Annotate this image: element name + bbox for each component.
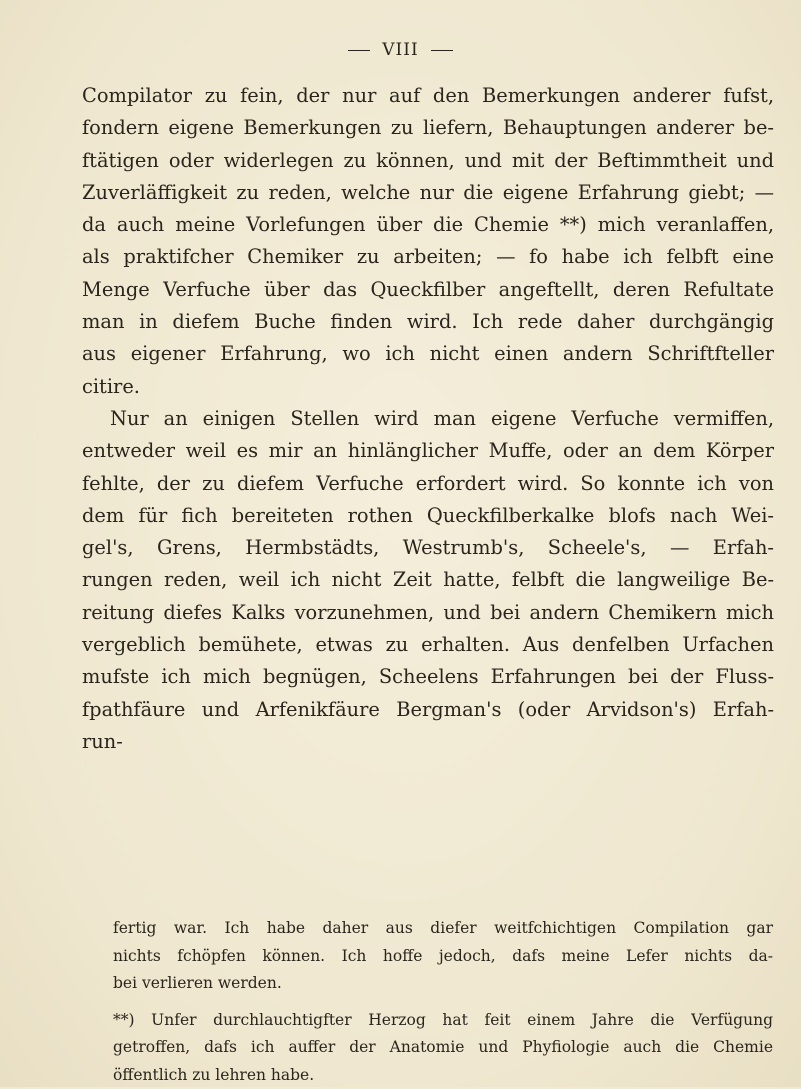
text-line: Nur an einigen Stellen wird man eigene Verfuche vermiffen, — [82, 403, 774, 435]
footnote-line: öffentlich zu lehren habe. — [113, 1062, 773, 1089]
text-line: Compilator zu fein, der nur auf den Bemerkungen anderer fufst, — [82, 80, 774, 112]
text-line: gel's, Grens, Hermbstädts, Westrumb's, Scheele's, — Erfah- — [82, 532, 774, 564]
text-line: mufste ich mich begnügen, Scheelens Erfahrungen bei der Fluss- — [82, 661, 774, 693]
page-number: VIII — [382, 40, 418, 60]
text-line: reitung diefes Kalks vorzunehmen, und bei andern Chemikern mich — [82, 597, 774, 629]
footnote-line: **) Unfer durchlauchtigfter Herzog hat feit einem Jahre die Verfügung — [113, 1007, 773, 1035]
text-line: fehlte, der zu diefem Verfuche erfordert wird. So konnte ich von — [82, 468, 774, 500]
text-line: aus eigener Erfahrung, wo ich nicht einen andern Schriftfteller — [82, 338, 774, 370]
footnotes — [113, 915, 773, 1089]
text-line: entweder weil es mir an hinlänglicher Muffe, oder an dem Körper — [82, 435, 774, 467]
text-line: vergeblich bemühete, etwas zu erhalten. Aus denfelben Urfachen — [82, 629, 774, 661]
text-line: dem für fich bereiteten rothen Queckfilberkalke blofs nach Wei- — [82, 500, 774, 532]
footnote-line: getroffen, dafs ich auffer der Anatomie und Phyfiologie auch die Chemie — [113, 1034, 773, 1062]
page-header — [0, 40, 801, 60]
footnote-line: bei verlieren werden. — [113, 970, 773, 998]
footnote-line: nichts fchöpfen können. Ich hoffe jedoch, dafs meine Lefer nichts da- — [113, 943, 773, 971]
text-line: Zuverläffigkeit zu reden, welche nur die eigene Erfahrung giebt; — — [82, 177, 774, 209]
footnote-line: fertig war. Ich habe daher aus diefer weitfchichtigen Compilation gar — [113, 915, 773, 943]
text-line: fondern eigene Bemerkungen zu liefern, Behauptungen anderer be- — [82, 112, 774, 144]
text-line: fpathfäure und Arfenikfäure Bergman's (oder Arvidson's) Erfah- — [82, 694, 774, 726]
main-text — [82, 80, 774, 758]
text-line: als praktifcher Chemiker zu arbeiten; — fo habe ich felbft eine — [82, 241, 774, 273]
text-line: ftätigen oder widerlegen zu können, und mit der Beftimmtheit und — [82, 145, 774, 177]
header-dash-right — [431, 50, 453, 51]
text-line: da auch meine Vorlefungen über die Chemie **) mich veranlaffen, — [82, 209, 774, 241]
header-dash-left — [348, 50, 370, 51]
text-line: Menge Verfuche über das Queckfilber angeftellt, deren Refultate — [82, 274, 774, 306]
catchword: run- — [82, 726, 774, 758]
text-line: man in diefem Buche finden wird. Ich rede daher durchgängig — [82, 306, 774, 338]
text-line: rungen reden, weil ich nicht Zeit hatte, felbft die langweilige Be- — [82, 564, 774, 596]
text-line: citire. — [82, 371, 774, 403]
